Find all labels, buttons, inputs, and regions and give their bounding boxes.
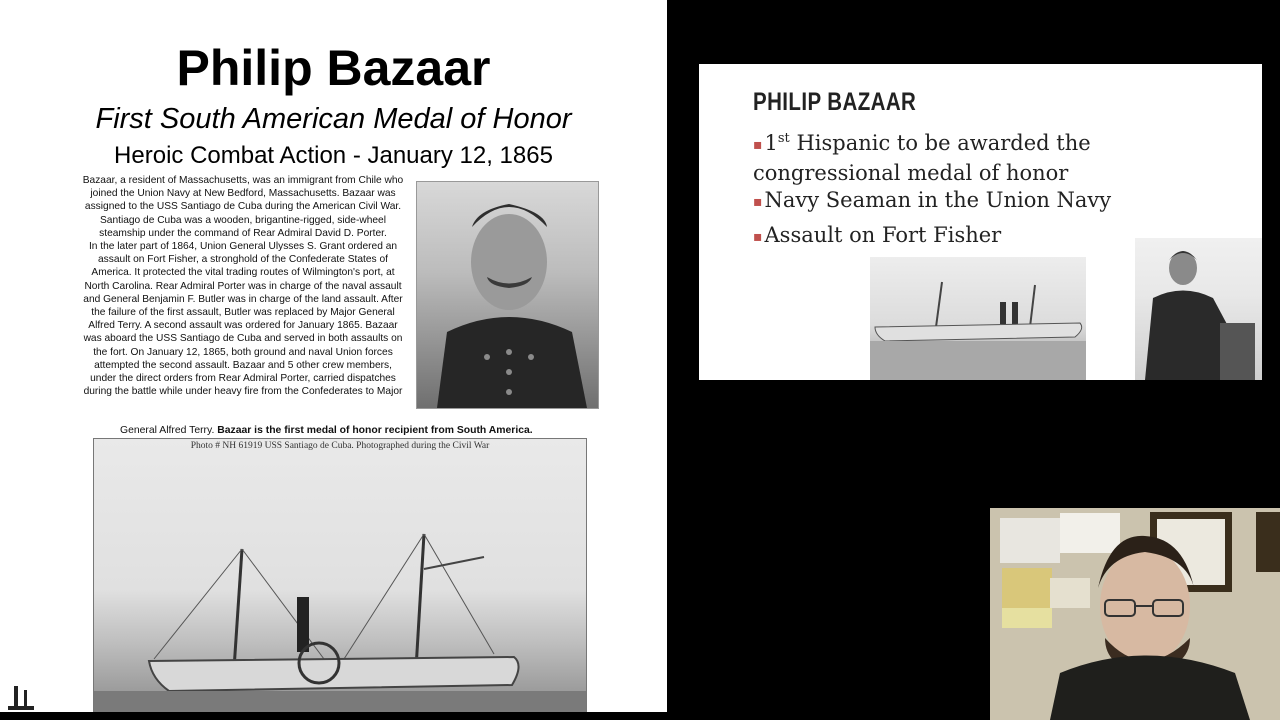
bullet-square-icon: ▪ — [753, 136, 763, 153]
presentation-slide — [699, 64, 1262, 380]
slide-bullet-2 — [753, 186, 1111, 216]
document-body — [80, 174, 406, 398]
slide-portrait-photo — [1135, 238, 1262, 380]
document-bold-statement: Bazaar is the first medal of honor recipient from South America. — [217, 425, 533, 436]
slide-bullet-1-pre: 1 — [764, 131, 778, 155]
document-paragraph-end-text: General Alfred Terry. — [120, 425, 215, 436]
slide-bullet-1-text: Hispanic to be awarded the congressional medal of honor — [753, 131, 1091, 185]
slide-title: PHILIP BAZAAR — [753, 88, 917, 116]
portrait-photo — [416, 181, 599, 409]
slide-bullet-1-sup: st — [777, 131, 790, 146]
document-paragraph-end — [80, 424, 600, 437]
slide-bullet-2-text: Navy Seaman in the Union Navy — [764, 188, 1112, 212]
document-paragraph-2: In the later part of 1864, Union General Ulysses S. Grant ordered an assault on Fort Fisher, a stronghold of the Confederate States of America. It protected the vital trading routes of Wilmington's port, at North Carolina. Rear Admiral Porter was in charge of the naval assault and General Benjamin F. Butler was in charge of the land assault. After the failure of the first assault, Butler was replaced by Major General Alfred Terry. A second assault was ordered for January 1865. Bazaar was aboard the USS Santiago de Cuba and served in both assaults on the fort. On January 12, 1865, both ground and naval Union forces attempted the second assault. Bazaar and 5 other crew members, under the direct orders from Rear Admiral Porter, carried dispatches during the battle while under heavy fire from the Confederates to Major — [83, 241, 403, 398]
webcam-video — [990, 508, 1280, 720]
ship-photo-caption: Photo # NH 61919 USS Santiago de Cuba. Photographed during the Civil War — [190, 441, 490, 451]
ship-photo — [93, 438, 587, 712]
document-paragraph-1: Bazaar, a resident of Massachusetts, was an immigrant from Chile who joined the Union Navy at New Bedford, Massachusetts. Bazaar was assigned to the USS Santiago de Cuba during the American Civil War. Santiago de Cuba was a wooden, brigantine-rigged, side-wheel steamship under the command of Rear Admiral David D. Porter. — [82, 175, 404, 239]
channel-logo-icon — [2, 682, 40, 712]
document-subtitle: First South American Medal of Honor — [95, 103, 572, 135]
slide-ship-photo — [870, 257, 1086, 380]
slide-bullet-3 — [753, 221, 1001, 251]
bullet-square-icon: ▪ — [753, 228, 763, 245]
document-title: Philip Bazaar — [176, 40, 491, 96]
slide-bullet-1 — [753, 125, 1173, 187]
slide-bullet-3-text: Assault on Fort Fisher — [764, 223, 1002, 247]
bullet-square-icon: ▪ — [753, 193, 763, 210]
document-date-line: Heroic Combat Action - January 12, 1865 — [114, 142, 553, 169]
